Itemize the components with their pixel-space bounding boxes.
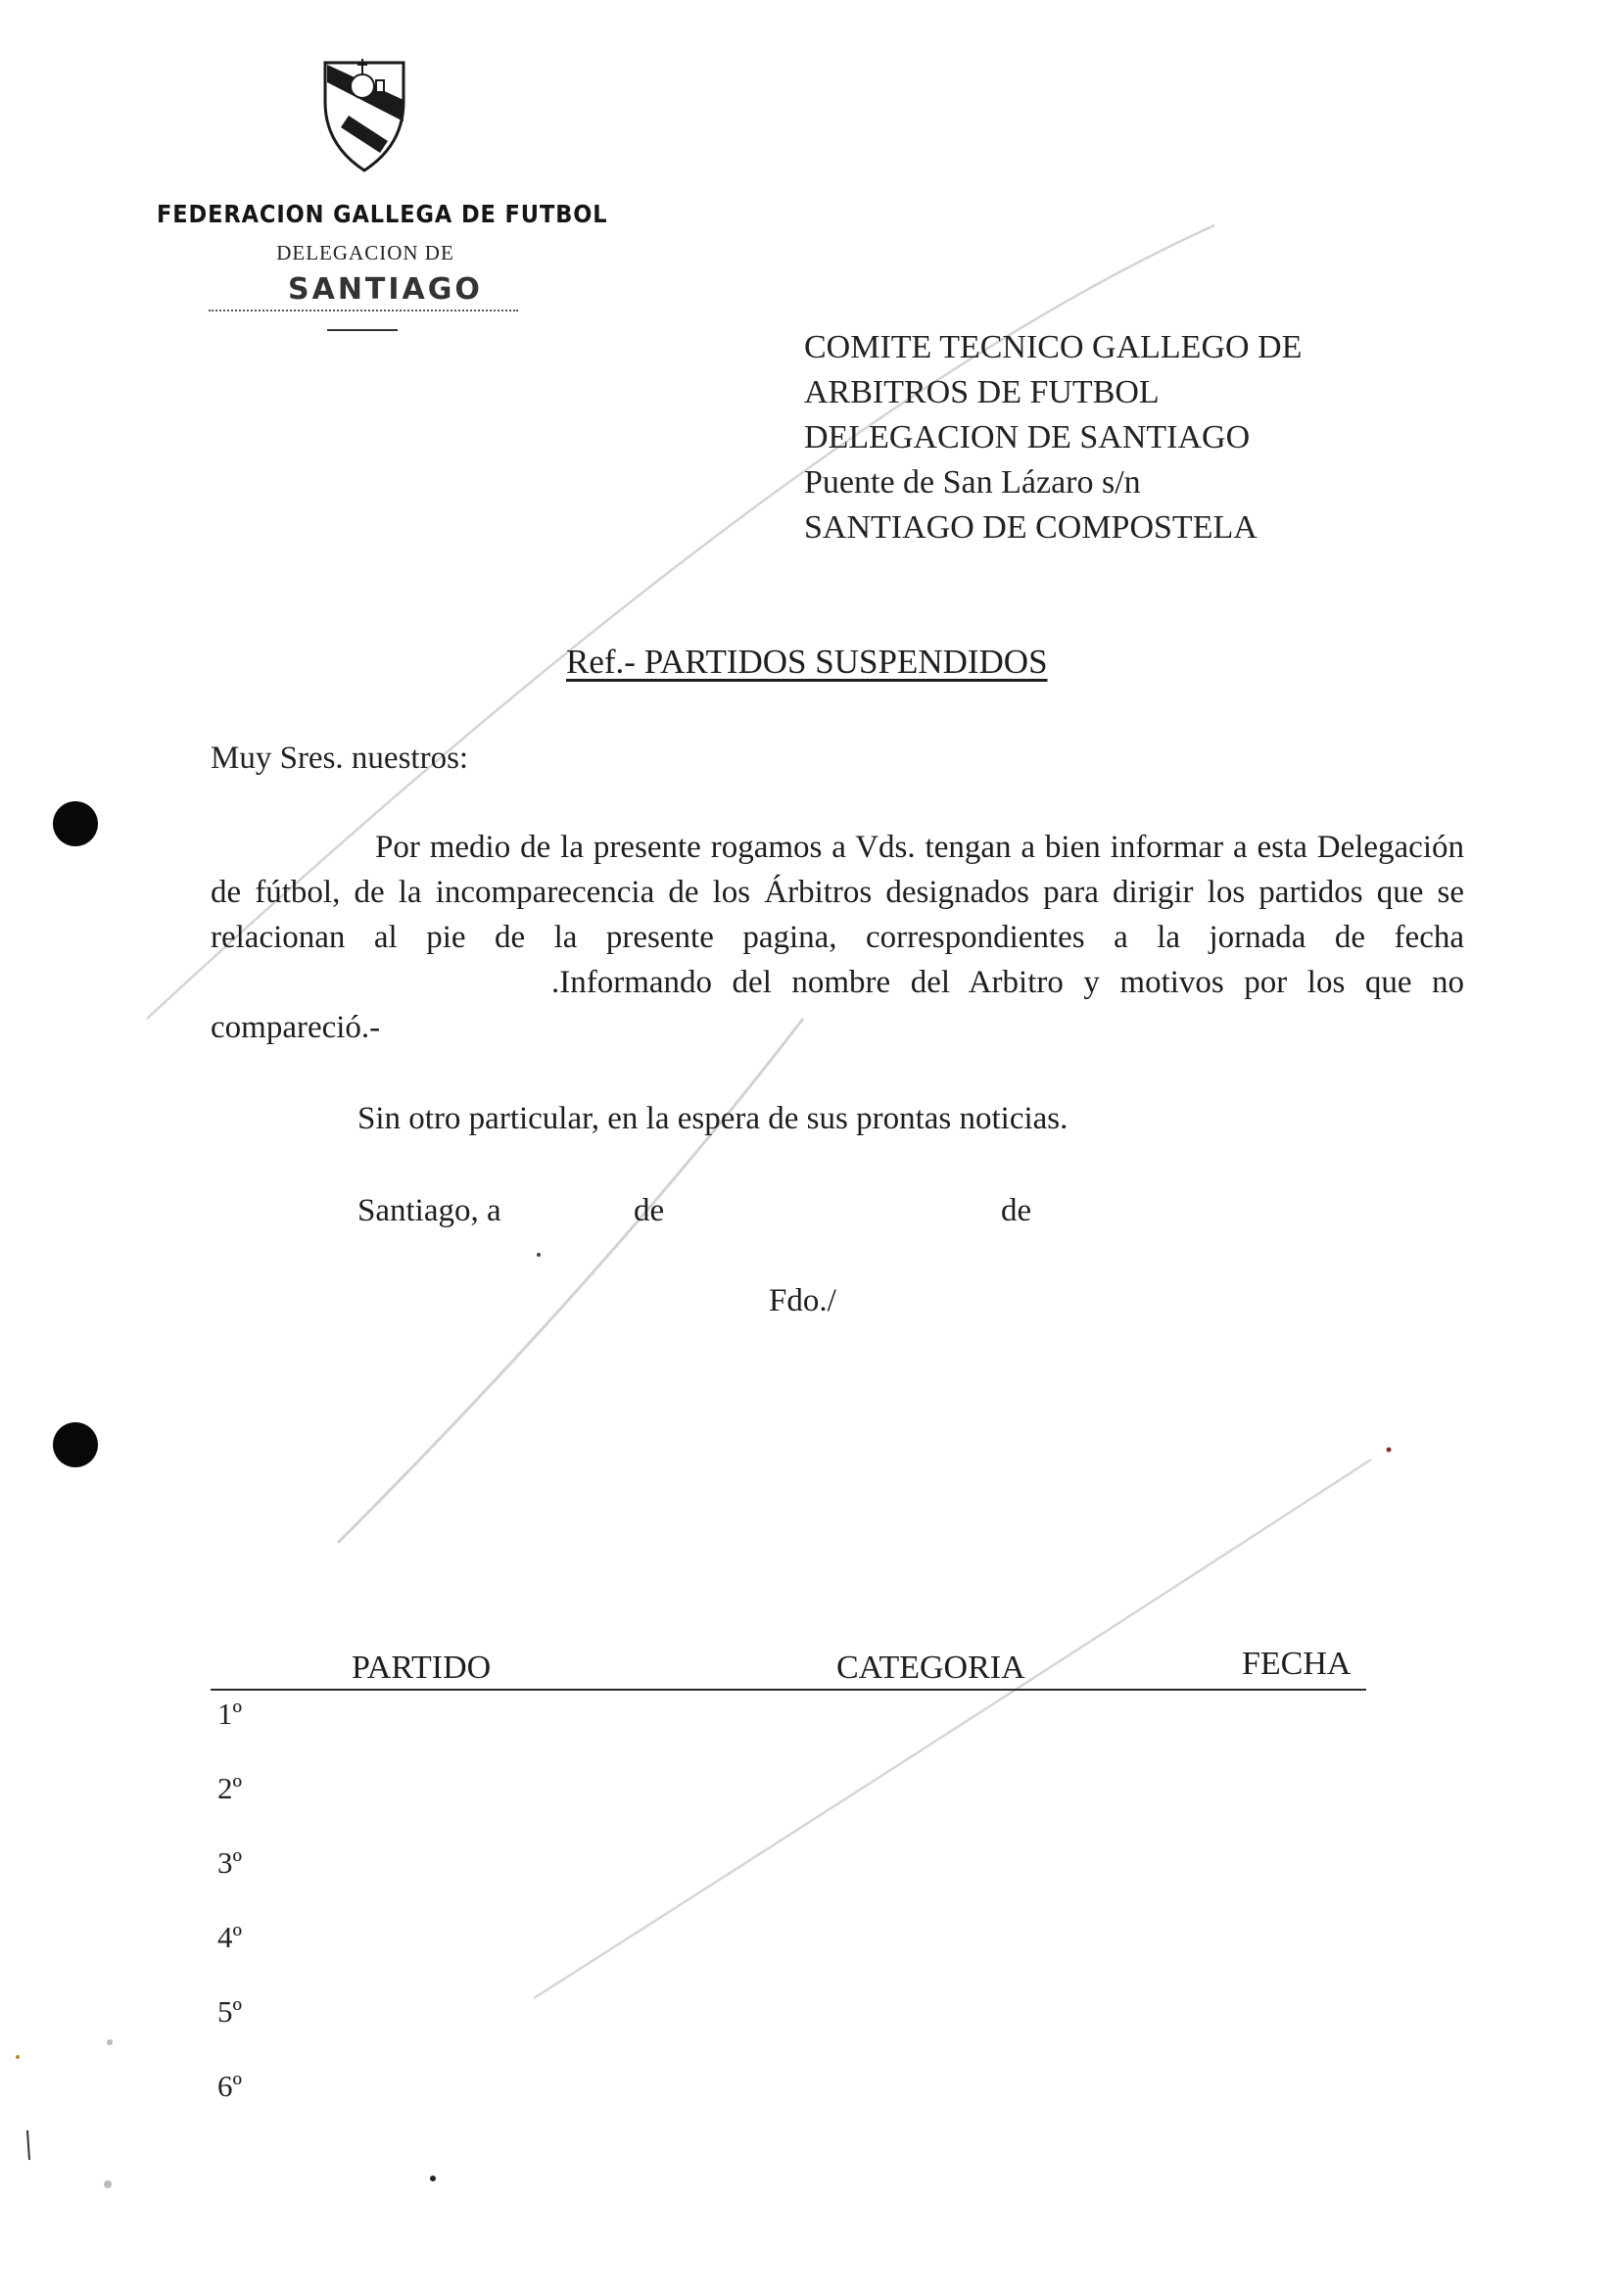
body-paragraph bbox=[211, 825, 1464, 1050]
date-separator: de bbox=[634, 1193, 665, 1228]
addressee-line: SANTIAGO DE COMPOSTELA bbox=[804, 509, 1258, 546]
column-header-partido: PARTIDO bbox=[352, 1650, 492, 1686]
addressee-line: DELEGACION DE SANTIAGO bbox=[804, 419, 1251, 455]
table-row-number: 2º bbox=[217, 1771, 243, 1805]
table-header bbox=[211, 1642, 1366, 1691]
place-label: Santiago, a bbox=[357, 1193, 501, 1228]
date-separator: de bbox=[1001, 1193, 1032, 1228]
addressee-line: ARBITROS DE FUTBOL bbox=[804, 374, 1160, 410]
city-stamp: SANTIAGO bbox=[288, 272, 483, 307]
table-row-number: 4º bbox=[217, 1920, 243, 1954]
dotted-line bbox=[209, 310, 518, 311]
column-header-fecha: FECHA bbox=[1242, 1646, 1352, 1682]
addressee-block bbox=[804, 325, 1302, 550]
punch-hole bbox=[53, 1422, 98, 1467]
punch-hole bbox=[53, 801, 98, 846]
addressee-line: Puente de San Lázaro s/n bbox=[804, 464, 1141, 501]
table-row-number: 3º bbox=[217, 1845, 243, 1880]
divider bbox=[327, 329, 398, 331]
body-text: Por medio de la presente rogamos a Vds. tengan a bien informar a esta Delegación de fútbol, de la incomparecencia de los Árbitros designados para dirigir los partidos que se relacionan al pie de la presente pagina, correspondientes a la jornada de fecha bbox=[211, 830, 1464, 955]
place-date-line bbox=[357, 1193, 1141, 1238]
federation-crest-logo bbox=[319, 57, 409, 174]
body-text: .Informando del nombre del Arbitro y motivos por los que no compareció.- bbox=[211, 965, 1464, 1045]
table-row-number: 5º bbox=[217, 1994, 243, 2029]
table-row-number: 6º bbox=[217, 2069, 243, 2103]
signature-line: Fdo./ bbox=[769, 1283, 836, 1318]
reference-line: Ref.- PARTIDOS SUSPENDIDOS bbox=[566, 643, 1048, 681]
table-row-number: 1º bbox=[217, 1697, 243, 1731]
addressee-line: COMITE TECNICO GALLEGO DE bbox=[804, 329, 1303, 365]
column-header-categoria: CATEGORIA bbox=[836, 1650, 1025, 1686]
organization-name: FEDERACION GALLEGA DE FUTBOL bbox=[157, 200, 608, 228]
salutation: Muy Sres. nuestros: bbox=[211, 741, 469, 776]
organization-subtitle: DELEGACION DE bbox=[276, 241, 454, 264]
closing-line: Sin otro particular, en la espera de sus prontas noticias. bbox=[357, 1101, 1068, 1136]
